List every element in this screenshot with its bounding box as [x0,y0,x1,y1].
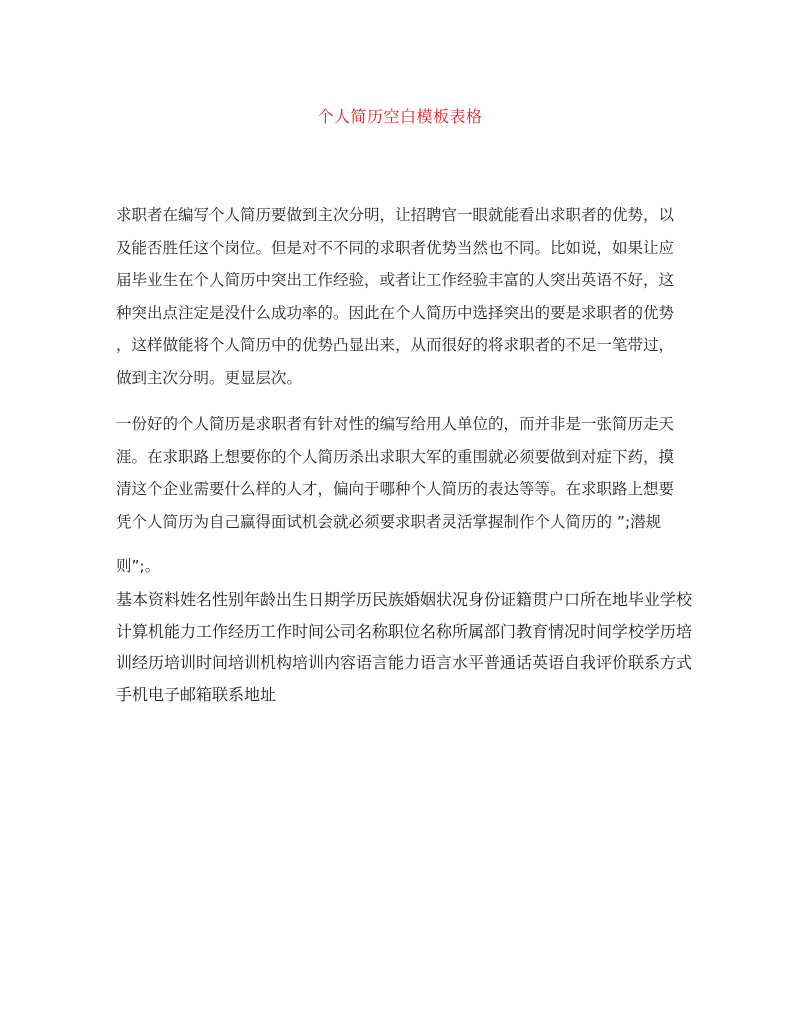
text-line: 届毕业生在个人简历中突出工作经验，或者让工作经验丰富的人突出英语不好，这 [116,271,675,289]
text-line: 做到主次分明。更显层次。 [116,368,303,387]
text-line: 及能否胜任这个岗位。但是对不不同的求职者优势当然也不同。比如说，如果让应 [116,238,675,257]
text-line: 手机电子邮箱联系地址 [116,684,277,704]
text-line: 一份好的个人简历是求职者有针对性的编写给用人单位的，而并非是一张简历走天 [116,415,675,433]
document-title: 个人简历空白模板表格 [317,107,483,126]
paragraph-advice [116,408,684,583]
text-line: 清这个企业需要什么样的人才，偏向于哪种个人简历的表达等等。在求职路上想要 [116,480,675,498]
text-line: 基本资料姓名性别年龄出生日期学历民族婚姻状况身份证籍贯户口所在地毕业学校 [116,590,693,609]
text-line: 计算机能力工作经历工作时间公司名称职位名称所属部门教育情况时间学校学历培 [116,621,693,641]
text-line: ，这样做能将个人简历中的优势凸显出来，从而很好的将求职者的不足一笔带过， [116,336,675,354]
text-line: 则”;。 [116,557,161,575]
text-line: 求职者在编写个人简历要做到主次分明，让招聘官一眼就能看出求职者的优势，以 [116,206,675,224]
paragraph-intro [116,199,684,394]
paragraph-resume-fields [116,584,693,710]
text-line: 涯。在求职路上想要你的个人简历杀出求职大军的重围就必须要做到对症下药，摸 [116,447,675,466]
text-line: 训经历培训时间培训机构培训内容语言能力语言水平普通话英语自我评价联系方式 [116,653,693,672]
text-line: 种突出点注定是没什么成功率的。因此在个人简历中选择突出的要是求职者的优势 [116,303,675,322]
text-line: 凭个人简历为自己赢得面试机会就必须要求职者灵活掌握制作个人简历的 ”;潜规 [116,512,662,531]
